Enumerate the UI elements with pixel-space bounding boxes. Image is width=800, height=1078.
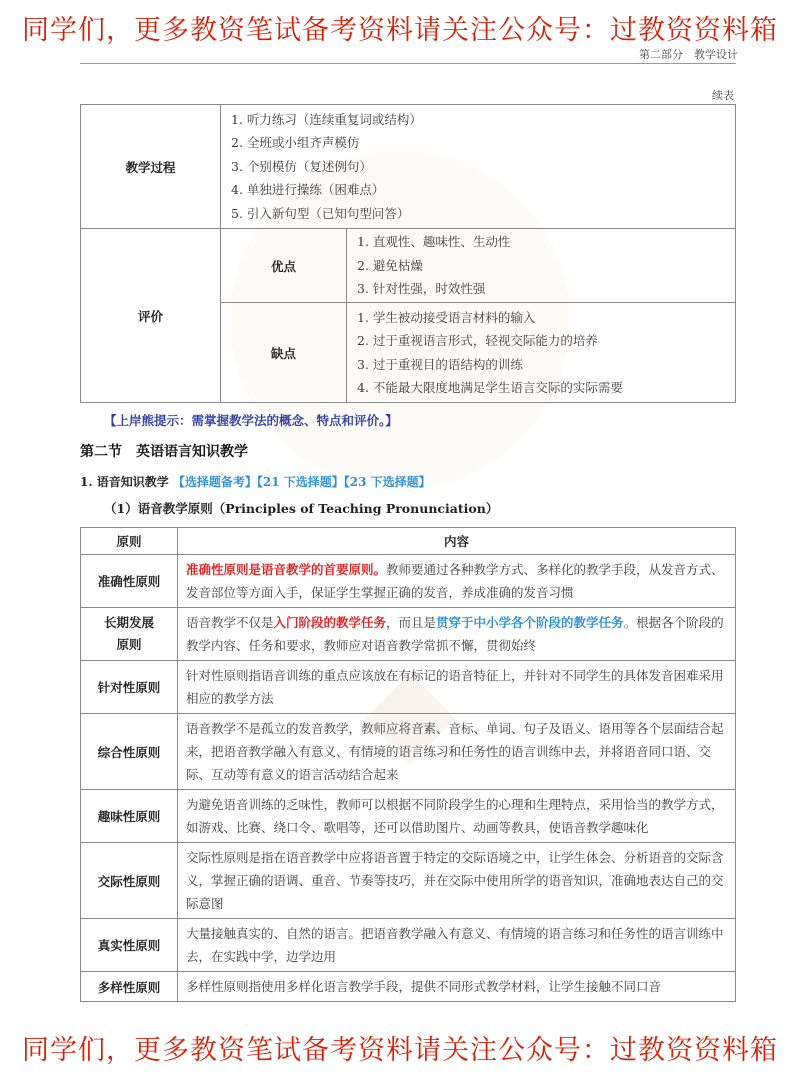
highlight-text: 入门阶段的教学任务 [273,615,387,630]
column-header: 内容 [178,528,736,555]
list-item: 4. 单独进行操练（困难点） [231,182,385,198]
principle-content: 语音教学不是孤立的发音教学，教师应将音素、音标、单词、句子及语义、语用等各个层面结合起来，把语音教学融入有意义、有情境的语言练习和任务性的语言训练中去，并将语音同口语、交际、互动等有意义的语言活动结合起来 [178,714,736,790]
principle-content: 交际性原则是指在语音教学中应将语音置于特定的交际语境之中，让学生体会、分析语音的交际含义，掌握正确的语调、重音、节奏等技巧，并在交际中使用所学的语音知识，准确地表达自己的交际意图 [178,843,736,919]
content-text: 语音教学不仅是 [186,615,274,630]
principle-content: 针对性原则指语音训练的重点应该放在有标记的语音特征上，并针对不同学生的具体发音困难采用相应的教学方法 [178,661,736,714]
teaching-method-table [80,104,736,403]
subsection-heading [80,473,431,490]
list-item: 3. 过于重视目的语结构的训练 [357,356,523,372]
merits-label: 优点 [221,229,347,303]
process-items [221,105,736,229]
list-item: 3. 针对性强，时效性强 [357,281,486,297]
principle-content: 为避免语音训练的乏味性，教师可以根据不同阶段学生的心理和生理特点，采用恰当的教学方式，如游戏、比赛、绕口令、歌唱等，还可以借助图片、动画等教具，使语音教学趣味化 [178,790,736,843]
eval-label: 评价 [81,229,221,403]
merits-list [347,229,736,303]
list-item: 2. 全班或小组齐声模仿 [231,135,360,151]
principle-content: 多样性原则指使用多样化语言教学手段，提供不同形式教学材料，让学生接触不同口音 [178,972,736,1002]
process-label: 教学过程 [81,105,221,229]
principle-name-text: 长期发展原则 [104,615,155,652]
section-title: 第二节 英语语言知识教学 [80,444,248,460]
table-row [81,790,736,843]
principle-content [178,608,736,661]
principle-name: 多样性原则 [81,972,178,1002]
content-text: 教师要通过各种教学方式、多样化的教学手段，从发音方式、发音部位等方面入手，保证学生掌握正确的发音，养成准确的发音习惯 [186,562,724,600]
principle-name: 针对性原则 [81,661,178,714]
list-item: 3. 个别模仿（复述例句） [231,158,372,174]
list-item: 1. 学生被动接受语言材料的输入 [357,309,536,325]
list-item: 2. 过于重视语言形式，轻视交际能力的培养 [357,333,598,348]
principle-name: 交际性原则 [81,843,178,919]
running-header: 第二部分 教学设计 [639,48,738,61]
table-row [81,919,736,972]
principle-name: 准确性原则 [81,555,178,608]
top-banner: 同学们，更多教资笔试备考资料请关注公众号：过教资资料箱 [22,15,778,46]
highlight-text: 准确性原则是语音教学的首要原则。 [186,562,387,577]
list-item: 1. 听力练习（连续重复词或结构） [231,111,422,127]
subsection-subheading: （1）语音教学原则（Principles of Teaching Pronunciation） [104,501,499,516]
principle-content: 大量接触真实的、自然的语言。把语音教学融入有意义、有情境的语言练习和任务性的语言训练中去，在实践中学，边学边用 [178,919,736,972]
table-row [81,714,736,790]
principle-name: 趣味性原则 [81,790,178,843]
continued-label: 续表 [712,89,734,102]
table-row [81,608,736,661]
content-text: 。根据各个阶段的教学内容、任务和要求，教师应对语音教学常抓不懈，贯彻始终 [186,615,724,653]
highlight-text: 贯穿于中小学各个阶段的教学任务 [436,615,624,630]
watermark-shape: ◆ [363,640,457,779]
demerits-list [347,303,736,403]
table-row [81,555,736,608]
principle-name: 真实性原则 [81,919,178,972]
table-row [81,661,736,714]
list-item: 4. 不能最大限度地满足学生语言交际的实际需要 [357,380,623,395]
content-text: ，而且是 [386,615,437,630]
principle-content [178,555,736,608]
demerits-label: 缺点 [221,303,347,403]
header-divider [80,63,736,64]
tip-note: 【上岸熊提示：需掌握教学法的概念、特点和评价。】 [104,413,398,428]
bottom-banner: 同学们，更多教资笔试备考资料请关注公众号：过教资资料箱 [22,1035,778,1066]
list-item: 5. 引入新句型（已知句型问答） [231,205,410,221]
principle-name [81,608,178,661]
table-row [81,843,736,919]
subsection-prefix: 1. 语音知识教学 [80,475,169,489]
list-item: 1. 直观性、趣味性、生动性 [357,234,511,250]
table-row [81,972,736,1002]
principle-name: 综合性原则 [81,714,178,790]
exam-tags: 【选择题备考】【21 下选择题】【23 下选择题】 [172,475,431,489]
list-item: 2. 避免枯燥 [357,257,423,273]
principles-table [80,527,736,1002]
column-header: 原则 [81,528,178,555]
